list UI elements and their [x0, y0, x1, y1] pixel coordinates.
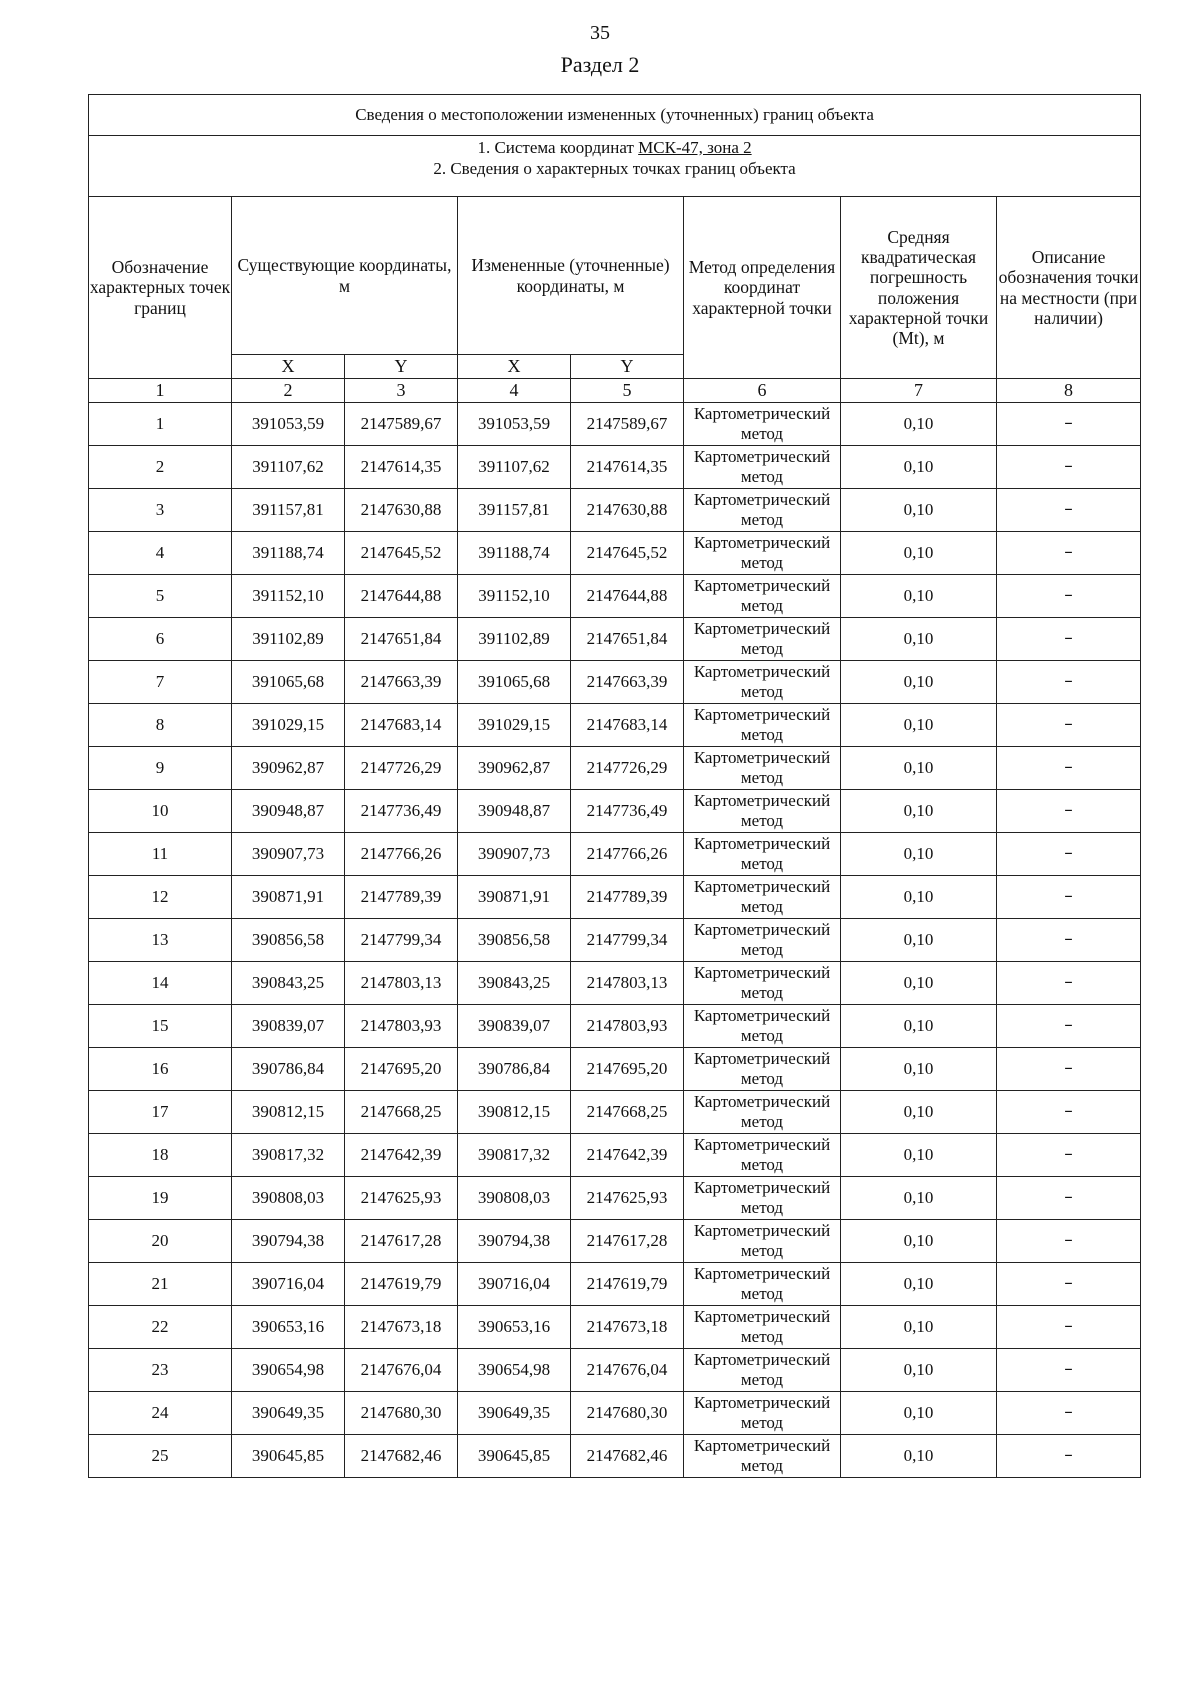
point-number-cell: 11	[89, 833, 232, 876]
changed-y-cell: 2147682,46	[571, 1435, 684, 1478]
coordinate-system-value: МСК-47, зона 2	[638, 137, 752, 157]
existing-y-cell: 2147683,14	[345, 704, 458, 747]
point-number-cell: 10	[89, 790, 232, 833]
point-number-cell: 15	[89, 1005, 232, 1048]
existing-y-cell: 2147736,49	[345, 790, 458, 833]
table-row	[89, 446, 1141, 489]
description-cell: –	[997, 790, 1141, 833]
changed-x-cell: 391152,10	[458, 575, 571, 618]
header-existing-coordinates: Существующие координаты, м	[232, 197, 458, 355]
error-cell: 0,10	[841, 833, 997, 876]
method-cell: Картометрический метод	[684, 790, 841, 833]
error-cell: 0,10	[841, 1349, 997, 1392]
column-number: 5	[571, 379, 684, 403]
changed-x-cell: 390871,91	[458, 876, 571, 919]
existing-y-cell: 2147673,18	[345, 1306, 458, 1349]
changed-y-cell: 2147803,13	[571, 962, 684, 1005]
method-cell: Картометрический метод	[684, 962, 841, 1005]
table-row	[89, 1306, 1141, 1349]
changed-y-cell: 2147736,49	[571, 790, 684, 833]
existing-y-cell: 2147789,39	[345, 876, 458, 919]
description-cell: –	[997, 876, 1141, 919]
changed-x-cell: 390786,84	[458, 1048, 571, 1091]
changed-x-cell: 390654,98	[458, 1349, 571, 1392]
changed-x-cell: 391102,89	[458, 618, 571, 661]
changed-x-cell: 390843,25	[458, 962, 571, 1005]
changed-y-cell: 2147614,35	[571, 446, 684, 489]
changed-y-cell: 2147645,52	[571, 532, 684, 575]
existing-y-cell: 2147619,79	[345, 1263, 458, 1306]
table-row	[89, 618, 1141, 661]
changed-y-cell: 2147673,18	[571, 1306, 684, 1349]
table-row	[89, 747, 1141, 790]
existing-x-cell: 390808,03	[232, 1177, 345, 1220]
existing-x-cell: 391157,81	[232, 489, 345, 532]
method-cell: Картометрический метод	[684, 1048, 841, 1091]
changed-x-cell: 390794,38	[458, 1220, 571, 1263]
header-method: Метод определения координат характерной точки	[684, 197, 841, 379]
existing-y-cell: 2147630,88	[345, 489, 458, 532]
table-row	[89, 1392, 1141, 1435]
point-number-cell: 24	[89, 1392, 232, 1435]
error-cell: 0,10	[841, 1220, 997, 1263]
error-cell: 0,10	[841, 1091, 997, 1134]
existing-x-cell: 390843,25	[232, 962, 345, 1005]
table-row	[89, 1349, 1141, 1392]
changed-x-cell: 390856,58	[458, 919, 571, 962]
description-cell: –	[997, 747, 1141, 790]
header-existing-y: Y	[345, 355, 458, 379]
method-cell: Картометрический метод	[684, 1091, 841, 1134]
existing-y-cell: 2147803,93	[345, 1005, 458, 1048]
existing-x-cell: 391152,10	[232, 575, 345, 618]
description-cell: –	[997, 1392, 1141, 1435]
method-cell: Картометрический метод	[684, 661, 841, 704]
table-row	[89, 575, 1141, 618]
existing-x-cell: 390812,15	[232, 1091, 345, 1134]
error-cell: 0,10	[841, 403, 997, 446]
table-row	[89, 1220, 1141, 1263]
changed-y-cell: 2147726,29	[571, 747, 684, 790]
page-number: 35	[590, 22, 610, 44]
description-cell: –	[997, 403, 1141, 446]
changed-y-cell: 2147803,93	[571, 1005, 684, 1048]
column-number: 8	[997, 379, 1141, 403]
table-caption: Сведения о местоположении измененных (уточненных) границ объекта	[89, 95, 1141, 136]
coordinate-system-line	[89, 136, 1141, 160]
boundary-points-table	[88, 94, 1141, 1478]
table-row	[89, 962, 1141, 1005]
error-cell: 0,10	[841, 919, 997, 962]
header-changed-y: Y	[571, 355, 684, 379]
column-number: 3	[345, 379, 458, 403]
table-row	[89, 876, 1141, 919]
method-cell: Картометрический метод	[684, 1349, 841, 1392]
method-cell: Картометрический метод	[684, 532, 841, 575]
existing-x-cell: 390907,73	[232, 833, 345, 876]
method-cell: Картометрический метод	[684, 446, 841, 489]
point-number-cell: 14	[89, 962, 232, 1005]
changed-y-cell: 2147766,26	[571, 833, 684, 876]
error-cell: 0,10	[841, 790, 997, 833]
point-number-cell: 4	[89, 532, 232, 575]
existing-x-cell: 390856,58	[232, 919, 345, 962]
existing-y-cell: 2147682,46	[345, 1435, 458, 1478]
section-title: Раздел 2	[560, 52, 640, 77]
column-number: 4	[458, 379, 571, 403]
table-row	[89, 790, 1141, 833]
method-cell: Картометрический метод	[684, 489, 841, 532]
point-number-cell: 8	[89, 704, 232, 747]
changed-x-cell: 390649,35	[458, 1392, 571, 1435]
existing-x-cell: 390654,98	[232, 1349, 345, 1392]
table-row	[89, 833, 1141, 876]
method-cell: Картометрический метод	[684, 1263, 841, 1306]
error-cell: 0,10	[841, 876, 997, 919]
error-cell: 0,10	[841, 618, 997, 661]
method-cell: Картометрический метод	[684, 403, 841, 446]
description-cell: –	[997, 1048, 1141, 1091]
point-number-cell: 6	[89, 618, 232, 661]
point-number-cell: 9	[89, 747, 232, 790]
method-cell: Картометрический метод	[684, 1177, 841, 1220]
description-cell: –	[997, 1263, 1141, 1306]
method-cell: Картометрический метод	[684, 575, 841, 618]
existing-x-cell: 391188,74	[232, 532, 345, 575]
existing-x-cell: 390716,04	[232, 1263, 345, 1306]
description-cell: –	[997, 962, 1141, 1005]
method-cell: Картометрический метод	[684, 704, 841, 747]
description-cell: –	[997, 704, 1141, 747]
existing-y-cell: 2147803,13	[345, 962, 458, 1005]
point-number-cell: 22	[89, 1306, 232, 1349]
description-cell: –	[997, 575, 1141, 618]
column-number: 2	[232, 379, 345, 403]
existing-x-cell: 390839,07	[232, 1005, 345, 1048]
existing-x-cell: 390649,35	[232, 1392, 345, 1435]
table-row	[89, 1177, 1141, 1220]
table-row	[89, 661, 1141, 704]
table-row	[89, 1005, 1141, 1048]
column-number-row	[89, 379, 1141, 403]
method-cell: Картометрический метод	[684, 1306, 841, 1349]
existing-y-cell: 2147614,35	[345, 446, 458, 489]
existing-y-cell: 2147642,39	[345, 1134, 458, 1177]
error-cell: 0,10	[841, 1005, 997, 1048]
description-cell: –	[997, 618, 1141, 661]
changed-x-cell: 391107,62	[458, 446, 571, 489]
error-cell: 0,10	[841, 489, 997, 532]
changed-x-cell: 391053,59	[458, 403, 571, 446]
changed-y-cell: 2147683,14	[571, 704, 684, 747]
existing-x-cell: 391107,62	[232, 446, 345, 489]
existing-y-cell: 2147663,39	[345, 661, 458, 704]
changed-y-cell: 2147651,84	[571, 618, 684, 661]
changed-x-cell: 390962,87	[458, 747, 571, 790]
description-cell: –	[997, 446, 1141, 489]
error-cell: 0,10	[841, 962, 997, 1005]
coordinate-system-label: 1. Система координат	[477, 137, 639, 157]
error-cell: 0,10	[841, 1177, 997, 1220]
changed-x-cell: 390812,15	[458, 1091, 571, 1134]
description-cell: –	[997, 919, 1141, 962]
point-number-cell: 19	[89, 1177, 232, 1220]
existing-y-cell: 2147676,04	[345, 1349, 458, 1392]
point-number-cell: 18	[89, 1134, 232, 1177]
error-cell: 0,10	[841, 704, 997, 747]
method-cell: Картометрический метод	[684, 1005, 841, 1048]
table-row	[89, 1435, 1141, 1478]
changed-y-cell: 2147617,28	[571, 1220, 684, 1263]
method-cell: Картометрический метод	[684, 747, 841, 790]
error-cell: 0,10	[841, 1392, 997, 1435]
existing-y-cell: 2147799,34	[345, 919, 458, 962]
point-number-cell: 20	[89, 1220, 232, 1263]
description-cell: –	[997, 1349, 1141, 1392]
changed-x-cell: 390808,03	[458, 1177, 571, 1220]
changed-x-cell: 390907,73	[458, 833, 571, 876]
changed-x-cell: 390817,32	[458, 1134, 571, 1177]
description-cell: –	[997, 833, 1141, 876]
point-number-cell: 12	[89, 876, 232, 919]
changed-x-cell: 390716,04	[458, 1263, 571, 1306]
method-cell: Картометрический метод	[684, 1392, 841, 1435]
point-number-cell: 5	[89, 575, 232, 618]
column-number: 1	[89, 379, 232, 403]
header-point-designation: Обозначение характерных точек границ	[89, 197, 232, 379]
method-cell: Картометрический метод	[684, 919, 841, 962]
point-number-cell: 3	[89, 489, 232, 532]
header-changed-coordinates: Измененные (уточненные) координаты, м	[458, 197, 684, 355]
point-number-cell: 2	[89, 446, 232, 489]
existing-x-cell: 391102,89	[232, 618, 345, 661]
changed-x-cell: 391188,74	[458, 532, 571, 575]
changed-x-cell: 391065,68	[458, 661, 571, 704]
existing-y-cell: 2147645,52	[345, 532, 458, 575]
existing-x-cell: 391029,15	[232, 704, 345, 747]
changed-y-cell: 2147695,20	[571, 1048, 684, 1091]
point-number-cell: 1	[89, 403, 232, 446]
table-row	[89, 1091, 1141, 1134]
description-cell: –	[997, 489, 1141, 532]
table-row	[89, 1134, 1141, 1177]
error-cell: 0,10	[841, 1435, 997, 1478]
changed-y-cell: 2147789,39	[571, 876, 684, 919]
description-cell: –	[997, 1091, 1141, 1134]
existing-x-cell: 391065,68	[232, 661, 345, 704]
changed-y-cell: 2147663,39	[571, 661, 684, 704]
existing-y-cell: 2147651,84	[345, 618, 458, 661]
changed-y-cell: 2147619,79	[571, 1263, 684, 1306]
existing-x-cell: 390871,91	[232, 876, 345, 919]
point-number-cell: 17	[89, 1091, 232, 1134]
existing-x-cell: 390794,38	[232, 1220, 345, 1263]
table-row	[89, 1263, 1141, 1306]
description-cell: –	[997, 1435, 1141, 1478]
point-number-cell: 16	[89, 1048, 232, 1091]
existing-y-cell: 2147644,88	[345, 575, 458, 618]
table-row	[89, 919, 1141, 962]
method-cell: Картометрический метод	[684, 1220, 841, 1263]
changed-y-cell: 2147668,25	[571, 1091, 684, 1134]
description-cell: –	[997, 1306, 1141, 1349]
error-cell: 0,10	[841, 1306, 997, 1349]
error-cell: 0,10	[841, 747, 997, 790]
points-heading: 2. Сведения о характерных точках границ объекта	[89, 159, 1141, 197]
changed-x-cell: 390645,85	[458, 1435, 571, 1478]
existing-y-cell: 2147695,20	[345, 1048, 458, 1091]
existing-y-cell: 2147668,25	[345, 1091, 458, 1134]
changed-x-cell: 390653,16	[458, 1306, 571, 1349]
existing-x-cell: 390653,16	[232, 1306, 345, 1349]
error-cell: 0,10	[841, 1048, 997, 1091]
error-cell: 0,10	[841, 446, 997, 489]
existing-y-cell: 2147766,26	[345, 833, 458, 876]
description-cell: –	[997, 1134, 1141, 1177]
table-row	[89, 532, 1141, 575]
changed-y-cell: 2147680,30	[571, 1392, 684, 1435]
header-mean-square-error: Средняя квадратическая погрешность положения характерной точки (Мt), м	[841, 197, 997, 379]
header-existing-x: X	[232, 355, 345, 379]
point-number-cell: 13	[89, 919, 232, 962]
existing-x-cell: 390786,84	[232, 1048, 345, 1091]
existing-x-cell: 390817,32	[232, 1134, 345, 1177]
method-cell: Картометрический метод	[684, 618, 841, 661]
point-number-cell: 25	[89, 1435, 232, 1478]
table-row	[89, 1048, 1141, 1091]
changed-y-cell: 2147625,93	[571, 1177, 684, 1220]
changed-y-cell: 2147799,34	[571, 919, 684, 962]
point-number-cell: 7	[89, 661, 232, 704]
point-number-cell: 21	[89, 1263, 232, 1306]
column-number: 6	[684, 379, 841, 403]
existing-x-cell: 390645,85	[232, 1435, 345, 1478]
existing-y-cell: 2147625,93	[345, 1177, 458, 1220]
description-cell: –	[997, 1005, 1141, 1048]
changed-y-cell: 2147642,39	[571, 1134, 684, 1177]
method-cell: Картометрический метод	[684, 1435, 841, 1478]
changed-y-cell: 2147676,04	[571, 1349, 684, 1392]
changed-y-cell: 2147589,67	[571, 403, 684, 446]
changed-x-cell: 391157,81	[458, 489, 571, 532]
changed-x-cell: 390948,87	[458, 790, 571, 833]
method-cell: Картометрический метод	[684, 833, 841, 876]
table-row	[89, 489, 1141, 532]
header-changed-x: X	[458, 355, 571, 379]
description-cell: –	[997, 1177, 1141, 1220]
header-description: Описание обозначения точки на местности (при наличии)	[997, 197, 1141, 379]
existing-x-cell: 391053,59	[232, 403, 345, 446]
existing-x-cell: 390962,87	[232, 747, 345, 790]
point-number-cell: 23	[89, 1349, 232, 1392]
description-cell: –	[997, 1220, 1141, 1263]
description-cell: –	[997, 532, 1141, 575]
changed-x-cell: 390839,07	[458, 1005, 571, 1048]
method-cell: Картометрический метод	[684, 1134, 841, 1177]
description-cell: –	[997, 661, 1141, 704]
error-cell: 0,10	[841, 1263, 997, 1306]
error-cell: 0,10	[841, 575, 997, 618]
existing-y-cell: 2147726,29	[345, 747, 458, 790]
error-cell: 0,10	[841, 532, 997, 575]
method-cell: Картометрический метод	[684, 876, 841, 919]
existing-y-cell: 2147680,30	[345, 1392, 458, 1435]
existing-y-cell: 2147589,67	[345, 403, 458, 446]
changed-y-cell: 2147630,88	[571, 489, 684, 532]
changed-y-cell: 2147644,88	[571, 575, 684, 618]
existing-y-cell: 2147617,28	[345, 1220, 458, 1263]
error-cell: 0,10	[841, 1134, 997, 1177]
table-row	[89, 403, 1141, 446]
changed-x-cell: 391029,15	[458, 704, 571, 747]
existing-x-cell: 390948,87	[232, 790, 345, 833]
table-row	[89, 704, 1141, 747]
error-cell: 0,10	[841, 661, 997, 704]
column-number: 7	[841, 379, 997, 403]
